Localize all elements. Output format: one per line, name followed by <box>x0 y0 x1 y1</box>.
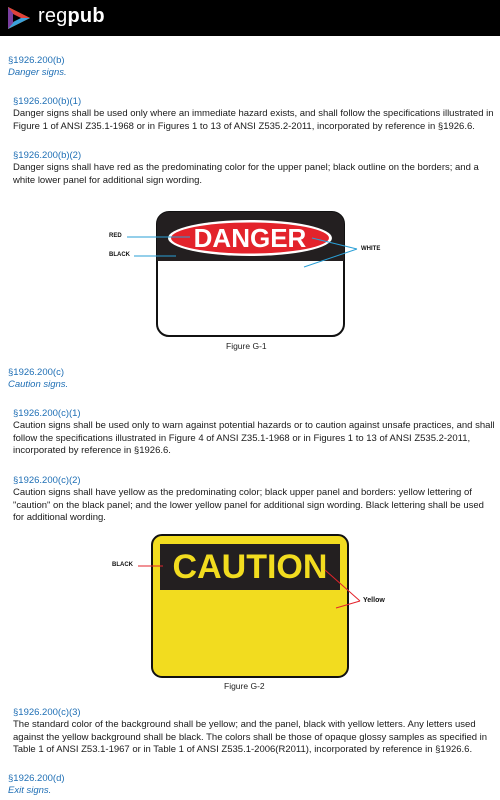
danger-sign-word: DANGER <box>193 223 307 253</box>
section-title-c: Caution signs. <box>8 379 69 390</box>
section-d-heading <box>8 773 496 797</box>
danger-sign-figure <box>0 205 500 355</box>
section-title-b: Danger signs. <box>8 67 67 78</box>
section-link-c1[interactable]: §1926.200(c)(1) <box>13 408 81 419</box>
section-c-heading <box>8 367 496 391</box>
section-c2 <box>13 475 497 525</box>
section-link-c3[interactable]: §1926.200(c)(3) <box>13 707 81 718</box>
section-link-b1[interactable]: §1926.200(b)(1) <box>13 96 82 107</box>
section-link-b2[interactable]: §1926.200(b)(2) <box>13 150 82 161</box>
section-title-d: Exit signs. <box>8 785 52 796</box>
section-link-c2[interactable]: §1926.200(c)(2) <box>13 475 81 486</box>
caution-sign-word: CAUTION <box>172 548 328 586</box>
app-header <box>0 0 500 36</box>
section-link-c[interactable]: §1926.200(c) <box>8 367 64 378</box>
label-white: WHITE <box>361 246 381 252</box>
label-black: BLACK <box>109 252 130 258</box>
section-c1 <box>13 408 497 458</box>
section-b2 <box>13 150 497 187</box>
regpub-logo-icon[interactable] <box>6 5 32 31</box>
section-c3 <box>13 707 497 757</box>
section-c3-text: The standard color of the background shall be yellow; and the panel, black with yellow letters. Any letters used against the yellow background shall be black. The colors shall be those of opaque glossy samples as specified in Table 1 of ANSI Z53.1-1967 or in Table 1 of ANSI Z535.1-2006(R2011), incorporated by reference in §1926.6. <box>13 719 488 755</box>
section-b1-text: Danger signs shall be used only where an immediate hazard exists, and shall follow the specifications illustrated in Figure 1 of ANSI Z35.1-1968 or in Figures 1 to 13 of ANSI Z535.2-2011, incorporated by reference in §1926.6. <box>13 108 494 132</box>
section-b1 <box>13 96 497 133</box>
label-yellow: Yellow <box>363 597 385 604</box>
label-black-g2: BLACK <box>112 562 133 568</box>
section-c2-text: Caution signs shall have yellow as the predominating color; black upper panel and borders: yellow lettering of "caution" on the black panel; and the lower yellow panel for additional sign wording. Black lettering shall be used for additional wording. <box>13 487 484 523</box>
section-link-b[interactable]: §1926.200(b) <box>8 55 65 66</box>
brand-name[interactable] <box>38 5 105 28</box>
section-link-d[interactable]: §1926.200(d) <box>8 773 65 784</box>
figure-g2 <box>0 530 500 698</box>
brand-light: reg <box>38 5 68 27</box>
figure-g1-caption: Figure G-1 <box>226 341 267 351</box>
caution-sign-figure <box>0 530 500 698</box>
label-red: RED <box>109 233 122 239</box>
brand-bold: pub <box>67 5 105 27</box>
figure-g2-caption: Figure G-2 <box>224 681 265 691</box>
section-c1-text: Caution signs shall be used only to warn against potential hazards or to caution against unsafe practices, and shall follow the specifications illustrated in Figure 4 of ANSI Z35.1-1968 or in Figures 1 to 13 of ANSI Z535.2-2011, incorporated by reference in §1926.6. <box>13 420 495 456</box>
section-b2-text: Danger signs shall have red as the predominating color for the upper panel; black outline on the borders; and a white lower panel for additional sign wording. <box>13 162 479 186</box>
figure-g1 <box>0 205 500 355</box>
section-b-heading <box>8 55 496 79</box>
